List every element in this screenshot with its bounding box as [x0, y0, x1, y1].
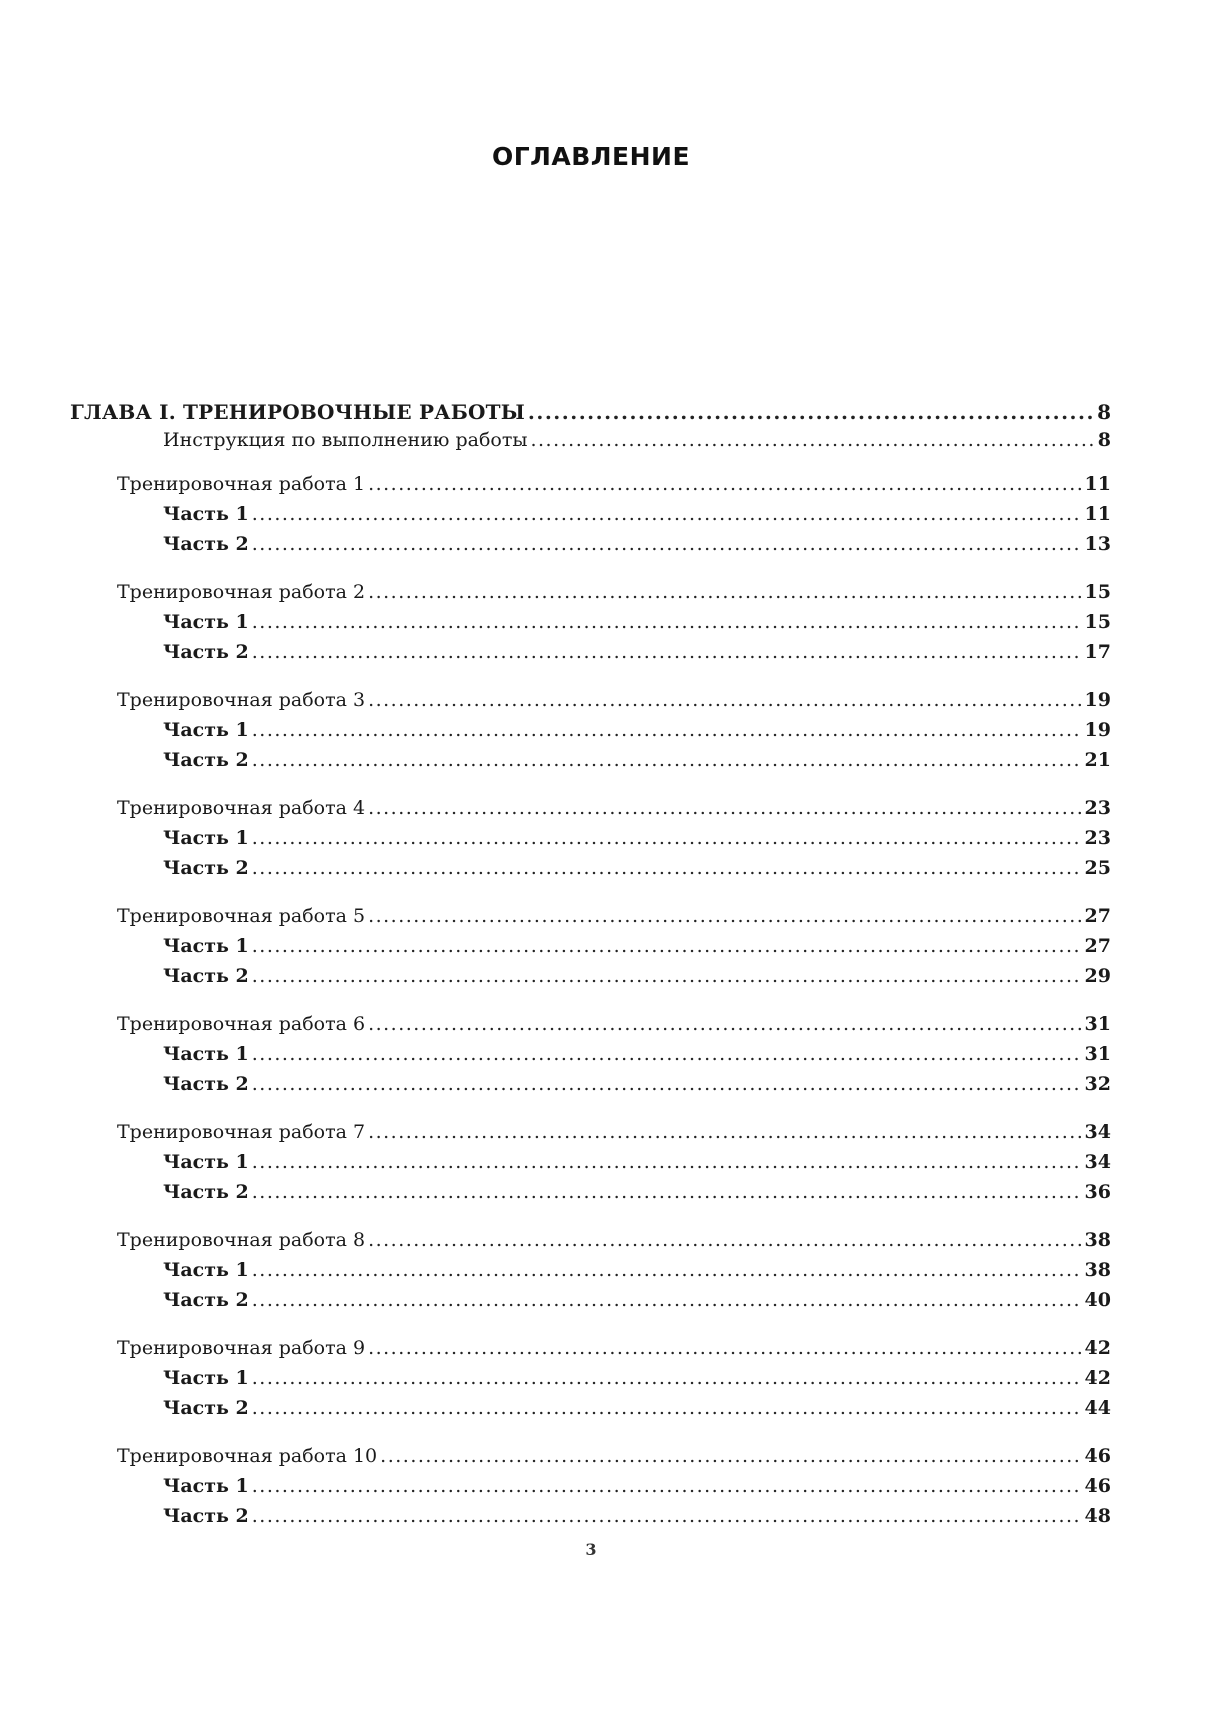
toc-entry-label: Часть 1 [163, 611, 249, 633]
toc-entry-page: 46 [1084, 1475, 1111, 1497]
dot-leader [368, 1334, 1081, 1362]
toc-entry-page: 32 [1084, 1073, 1111, 1095]
toc-entry-label: Часть 2 [163, 1289, 249, 1311]
toc-entry-page: 38 [1084, 1259, 1111, 1281]
dot-leader [252, 500, 1082, 528]
dot-leader [252, 746, 1082, 774]
toc-entry-page: 40 [1084, 1289, 1111, 1311]
toc-entry-label: Часть 1 [163, 1043, 249, 1065]
toc-entry-page: 15 [1084, 581, 1111, 603]
toc-entry-page: 46 [1084, 1445, 1111, 1467]
dot-leader [530, 426, 1094, 454]
dot-leader [380, 1442, 1081, 1470]
toc-entry-page: 11 [1084, 503, 1111, 525]
toc-entry-page: 19 [1084, 719, 1111, 741]
toc-work-entry[interactable] [117, 794, 1111, 822]
toc-part-entry[interactable] [163, 854, 1111, 882]
toc-part-entry[interactable] [163, 1394, 1111, 1422]
page-number: 3 [585, 1540, 597, 1559]
dot-leader [368, 1010, 1081, 1038]
toc-entry-page: 25 [1084, 857, 1111, 879]
toc-entry-page: 31 [1084, 1043, 1111, 1065]
dot-leader [252, 1148, 1082, 1176]
toc-entry-page: 8 [1097, 429, 1111, 451]
toc-part-entry[interactable] [163, 746, 1111, 774]
toc-entry-label: Тренировочная работа 6 [117, 1013, 366, 1035]
toc-part-entry[interactable] [163, 962, 1111, 990]
toc-work-entry[interactable] [117, 1010, 1111, 1038]
dot-leader [252, 1394, 1082, 1422]
toc-entry-label: Тренировочная работа 9 [117, 1337, 366, 1359]
toc-entry-label: Часть 2 [163, 749, 249, 771]
toc-part-entry[interactable] [163, 608, 1111, 636]
toc-entry-label: Тренировочная работа 5 [117, 905, 366, 927]
toc-work-entry[interactable] [117, 1334, 1111, 1362]
toc-entry-label: Инструкция по выполнению работы [163, 429, 528, 451]
toc-work-entry[interactable] [117, 578, 1111, 606]
toc-entry-page: 34 [1084, 1121, 1111, 1143]
toc-entry-page: 42 [1084, 1337, 1111, 1359]
toc-entry-page: 44 [1084, 1397, 1111, 1419]
toc-entry-label: Тренировочная работа 10 [117, 1445, 378, 1467]
toc-chapter-entry[interactable] [70, 398, 1111, 426]
toc-entry-page: 15 [1084, 611, 1111, 633]
toc-entry-label: Часть 2 [163, 965, 249, 987]
page-title: ОГЛАВЛЕНИЕ [491, 142, 691, 171]
toc-part-entry[interactable] [163, 1070, 1111, 1098]
toc-entry-label: Часть 2 [163, 1073, 249, 1095]
toc-entry-page: 42 [1084, 1367, 1111, 1389]
toc-entry-page: 27 [1084, 935, 1111, 957]
dot-leader [252, 932, 1082, 960]
toc-part-entry[interactable] [163, 638, 1111, 666]
toc-part-entry[interactable] [163, 1256, 1111, 1284]
dot-leader [252, 1256, 1082, 1284]
toc-part-entry[interactable] [163, 530, 1111, 558]
dot-leader [252, 1364, 1082, 1392]
toc-entry-label: Тренировочная работа 7 [117, 1121, 366, 1143]
toc-part-entry[interactable] [163, 1178, 1111, 1206]
dot-leader [252, 530, 1082, 558]
toc-part-entry[interactable] [163, 932, 1111, 960]
toc-entry-page: 31 [1084, 1013, 1111, 1035]
toc-work-entry[interactable] [117, 470, 1111, 498]
toc-entry-page: 11 [1084, 473, 1111, 495]
dot-leader [252, 1286, 1082, 1314]
dot-leader [252, 716, 1082, 744]
toc-entry-label: Часть 1 [163, 1259, 249, 1281]
toc-entry-label: Часть 1 [163, 935, 249, 957]
toc-part-entry[interactable] [163, 1502, 1111, 1530]
toc-part-entry[interactable] [163, 500, 1111, 528]
dot-leader [252, 1040, 1082, 1068]
toc-entry-label: Часть 2 [163, 857, 249, 879]
toc-entry-label: ГЛАВА I. ТРЕНИРОВОЧНЫЕ РАБОТЫ [70, 400, 525, 424]
dot-leader [252, 1472, 1082, 1500]
dot-leader [368, 1226, 1081, 1254]
toc-entry-page: 21 [1084, 749, 1111, 771]
toc-entry-page: 48 [1084, 1505, 1111, 1527]
toc-entry-label: Тренировочная работа 2 [117, 581, 366, 603]
dot-leader [368, 578, 1081, 606]
toc-entry-label: Часть 1 [163, 827, 249, 849]
dot-leader [252, 962, 1082, 990]
toc-entry-label: Тренировочная работа 3 [117, 689, 366, 711]
toc-part-entry[interactable] [163, 1148, 1111, 1176]
dot-leader [368, 470, 1081, 498]
toc-entry-page: 17 [1084, 641, 1111, 663]
toc-instruction-entry[interactable] [163, 426, 1111, 454]
toc-entry-label: Часть 1 [163, 1151, 249, 1173]
dot-leader [252, 854, 1082, 882]
toc-entry-label: Часть 2 [163, 1181, 249, 1203]
toc-entry-page: 38 [1084, 1229, 1111, 1251]
toc-part-entry[interactable] [163, 716, 1111, 744]
dot-leader [368, 686, 1081, 714]
toc-part-entry[interactable] [163, 1472, 1111, 1500]
toc-entry-label: Часть 2 [163, 1397, 249, 1419]
toc-entry-label: Тренировочная работа 4 [117, 797, 366, 819]
toc-entry-page: 8 [1097, 400, 1111, 424]
toc-entry-page: 13 [1084, 533, 1111, 555]
toc-work-entry[interactable] [117, 1118, 1111, 1146]
dot-leader [368, 1118, 1081, 1146]
toc-entry-label: Тренировочная работа 8 [117, 1229, 366, 1251]
toc-part-entry[interactable] [163, 1364, 1111, 1392]
dot-leader [252, 824, 1082, 852]
toc-work-entry[interactable] [117, 686, 1111, 714]
toc-entry-label: Часть 1 [163, 719, 249, 741]
toc-entry-label: Часть 1 [163, 1475, 249, 1497]
dot-leader [252, 1178, 1082, 1206]
dot-leader [252, 638, 1082, 666]
toc-part-entry[interactable] [163, 1286, 1111, 1314]
dot-leader [252, 1502, 1082, 1530]
toc-entry-label: Часть 2 [163, 641, 249, 663]
toc-entry-label: Часть 1 [163, 503, 249, 525]
toc-part-entry[interactable] [163, 824, 1111, 852]
toc-entry-label: Часть 2 [163, 533, 249, 555]
toc-entry-label: Часть 2 [163, 1505, 249, 1527]
dot-leader [252, 608, 1082, 636]
toc-entry-label: Тренировочная работа 1 [117, 473, 366, 495]
dot-leader [368, 794, 1081, 822]
toc-entry-page: 29 [1084, 965, 1111, 987]
toc-entry-page: 23 [1084, 797, 1111, 819]
toc-work-entry[interactable] [117, 902, 1111, 930]
toc-work-entry[interactable] [117, 1226, 1111, 1254]
dot-leader [252, 1070, 1082, 1098]
toc-entry-page: 23 [1084, 827, 1111, 849]
toc-entry-page: 36 [1084, 1181, 1111, 1203]
dot-leader [528, 398, 1094, 426]
toc-part-entry[interactable] [163, 1040, 1111, 1068]
dot-leader [368, 902, 1081, 930]
toc-entry-page: 19 [1084, 689, 1111, 711]
toc-entry-page: 27 [1084, 905, 1111, 927]
toc-entry-label: Часть 1 [163, 1367, 249, 1389]
toc-work-entry[interactable] [117, 1442, 1111, 1470]
toc-entry-page: 34 [1084, 1151, 1111, 1173]
